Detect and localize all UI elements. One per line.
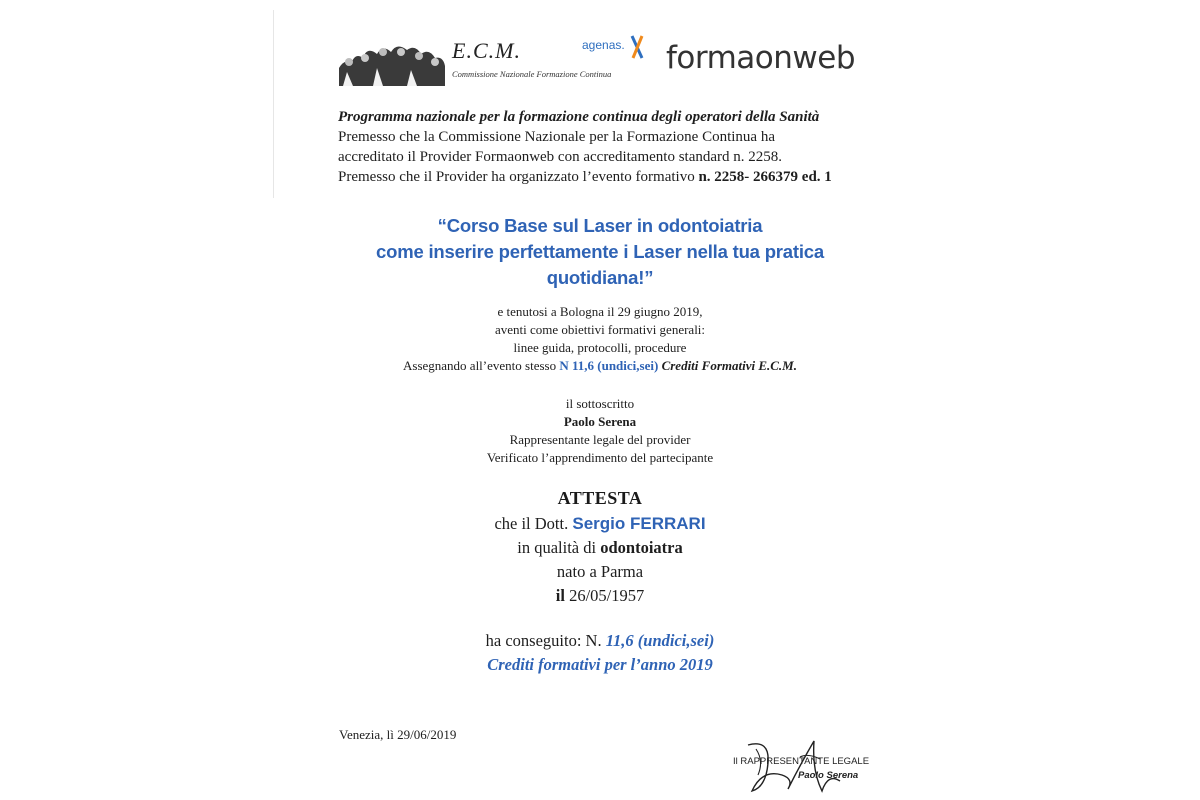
page-edge-line: [273, 10, 274, 198]
intro-line: accreditato il Provider Formaonweb con accreditamento standard n. 2258.: [338, 149, 783, 165]
representative-name: Paolo Serena: [798, 770, 859, 781]
ecm-subtitle: Commissione Nazionale Formazione Continua: [452, 69, 612, 79]
participant-name: Sergio FERRARI: [572, 514, 706, 533]
role-line: [300, 536, 900, 560]
event-line: linee guida, protocolli, procedure: [513, 340, 687, 355]
participant-block: [300, 512, 900, 608]
achieved-line: [300, 629, 900, 653]
participant-line: [300, 512, 900, 536]
achieved-block: [300, 629, 900, 677]
representative-title: Il RAPPRESENTANTE LEGALE: [733, 756, 870, 767]
course-title-line: “Corso Base sul Laser in odontoiatria: [437, 215, 763, 236]
agenas-x-icon: [630, 34, 644, 60]
achieved-year-credits: Crediti formativi per l’anno 2019: [487, 655, 713, 674]
program-title: Programma nazionale per la formazione continua degli operatori della Sanità: [338, 109, 820, 125]
course-title-line: quotidiana!”: [546, 267, 654, 288]
credits-suffix: Crediti Formativi E.C.M.: [658, 358, 797, 373]
participant-prefix: che il Dott.: [494, 514, 573, 533]
course-title: [300, 213, 900, 291]
birthdate: 26/05/1957: [564, 586, 645, 605]
intro-line-text: Premesso che il Provider ha organizzato l’evento formativo: [338, 169, 699, 185]
role-prefix: in qualità di: [517, 538, 601, 557]
ecm-title: E.C.M.: [452, 38, 521, 63]
signer-name: Paolo Serena: [563, 414, 637, 429]
course-title-line: come inserire perfettamente i Laser nella tua pratica: [376, 241, 824, 262]
birthplace: nato a Parma: [556, 562, 644, 581]
attesta-heading: ATTESTA: [557, 488, 643, 508]
signer-intro: il sottoscritto: [565, 396, 635, 411]
event-line: e tenutosi a Bologna il 29 giugno 2019,: [497, 304, 703, 319]
formaonweb-logo: formaonweb: [666, 40, 855, 76]
event-credits-line: [300, 357, 900, 375]
credits-value: N 11,6 (undici,sei): [559, 358, 659, 373]
intro-paragraph: [338, 107, 868, 187]
achieved-prefix: ha conseguito: N.: [485, 631, 606, 650]
achieved-value: 11,6 (undici,sei): [605, 631, 715, 650]
signer-block: [300, 395, 900, 467]
ecm-logo-image: [337, 38, 447, 86]
event-details: [300, 303, 900, 375]
intro-line: Premesso che la Commissione Nazionale per la Formazione Continua ha: [338, 129, 775, 145]
signer-role: Rappresentante legale del provider: [509, 432, 691, 447]
place-date: Venezia, lì 29/06/2019: [339, 727, 457, 742]
birthdate-line: [300, 584, 900, 608]
participant-role: odontoiatra: [600, 538, 683, 557]
birthdate-prefix: il: [555, 586, 565, 605]
agenas-logo: agenas.: [582, 38, 625, 52]
intro-line-event: [338, 167, 868, 187]
event-code: n. 2258- 266379 ed. 1: [698, 169, 832, 185]
signer-verification: Verificato l’apprendimento del partecipante: [486, 450, 714, 465]
credits-prefix: Assegnando all’evento stesso: [403, 358, 560, 373]
event-line: aventi come obiettivi formativi generali:: [494, 322, 706, 337]
